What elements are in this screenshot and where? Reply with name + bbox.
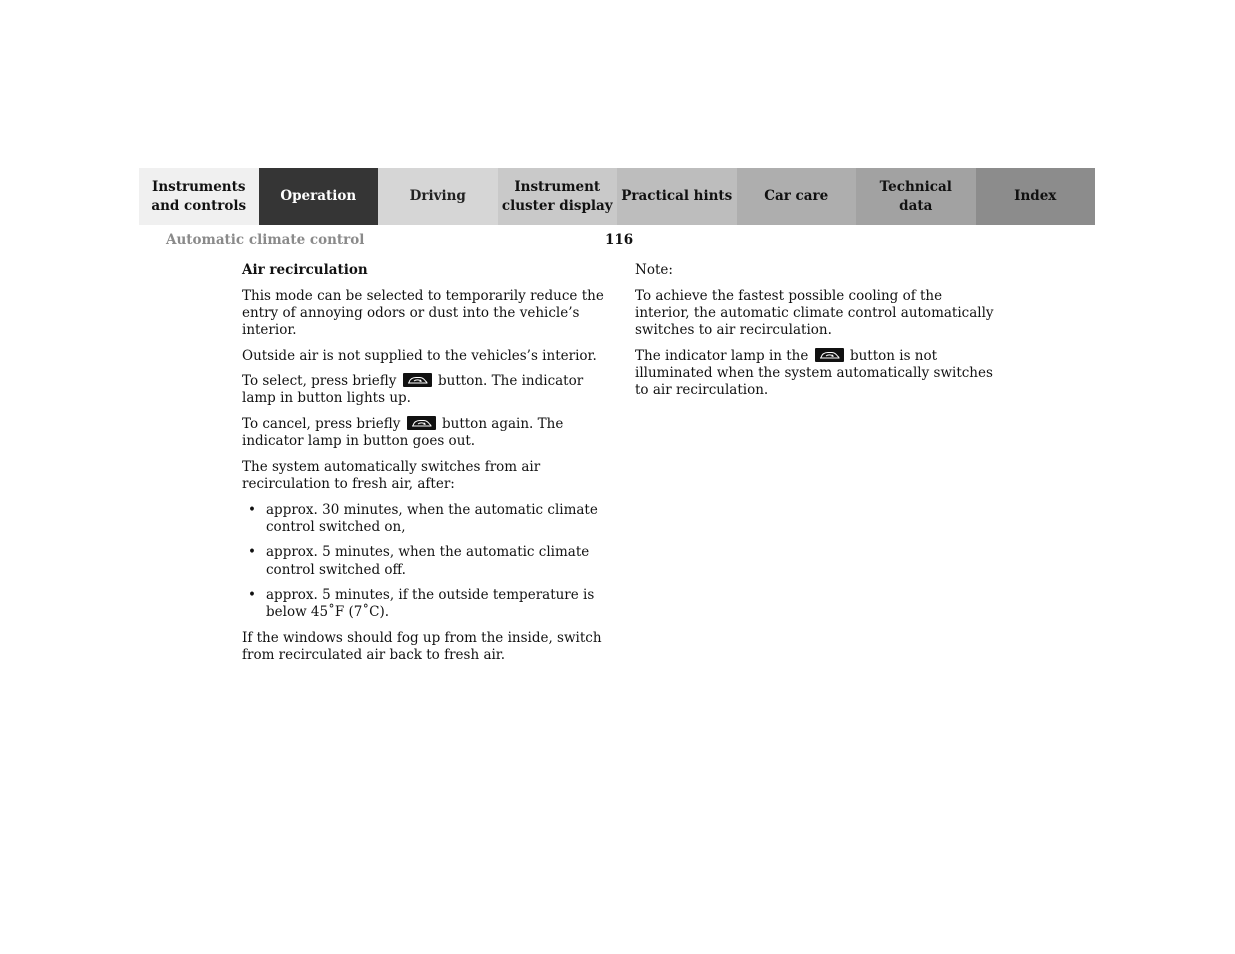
- air-recirculation-icon: [407, 416, 436, 430]
- note-label: Note:: [635, 262, 673, 278]
- left-column: [242, 262, 604, 673]
- paragraph-fog: If the windows should fog up from the inside, switch from recirculated air back to fresh air.: [242, 629, 602, 664]
- paragraph-select: [242, 373, 604, 407]
- cancel-text-end: button again. The indicator lamp in button goes out.: [242, 415, 564, 450]
- tab-instrument-cluster-display[interactable]: Instrument cluster display: [498, 168, 618, 225]
- list-item: [242, 502, 604, 536]
- select-text-start: To select, press briefly: [242, 373, 397, 390]
- paragraph-auto-switch: The system automatically switches from air recirculation to fresh air, after:: [242, 458, 541, 492]
- note-paragraph-cooling: To achieve the fastest possible cooling of the interior, the automatic climate control automatically switches to air recirculation.: [635, 287, 994, 338]
- tab-instruments-and-controls[interactable]: Instruments and controls: [139, 168, 259, 225]
- bullet-list: [242, 502, 604, 622]
- list-item: [242, 587, 604, 621]
- right-column: [635, 262, 997, 408]
- bullet-marker: •: [248, 587, 256, 604]
- list-item-text: approx. 5 minutes, if the outside temperature is below 45˚F (7˚C).: [266, 587, 595, 621]
- section-heading: Air recirculation: [242, 262, 368, 278]
- section-tabs: [139, 168, 1095, 225]
- air-recirculation-icon: [815, 348, 844, 362]
- tab-technical-data[interactable]: Technical data: [856, 168, 976, 225]
- bullet-marker: •: [248, 544, 256, 561]
- bullet-marker: •: [248, 501, 256, 518]
- select-text-end: button. The indicator lamp in button lights up.: [242, 373, 584, 407]
- paragraph-outside-air: Outside air is not supplied to the vehicles’s interior.: [242, 347, 597, 364]
- air-recirculation-icon: [403, 373, 432, 387]
- section-title: Automatic climate control: [166, 232, 365, 248]
- page-number: 116: [605, 232, 634, 248]
- paragraph-intro: This mode can be selected to temporarily reduce the entry of annoying odors or dust into the vehicle’s interior.: [242, 287, 604, 338]
- tab-driving[interactable]: Driving: [378, 168, 498, 225]
- note-paragraph-indicator: [635, 348, 997, 400]
- tab-car-care[interactable]: Car care: [737, 168, 857, 225]
- tab-operation[interactable]: Operation: [259, 168, 379, 225]
- paragraph-cancel: [242, 416, 604, 450]
- list-item: [242, 544, 604, 578]
- list-item-text: approx. 5 minutes, when the automatic climate control switched off.: [266, 544, 590, 578]
- cancel-text-start: To cancel, press briefly: [242, 415, 401, 432]
- indicator-text-start: The indicator lamp in the: [635, 347, 809, 364]
- indicator-text-end: button is not illuminated when the system automatically switches to air recirculation.: [635, 347, 993, 398]
- tab-index[interactable]: Index: [976, 168, 1096, 225]
- tab-practical-hints[interactable]: Practical hints: [617, 168, 737, 225]
- list-item-text: approx. 30 minutes, when the automatic climate control switched on,: [266, 501, 598, 535]
